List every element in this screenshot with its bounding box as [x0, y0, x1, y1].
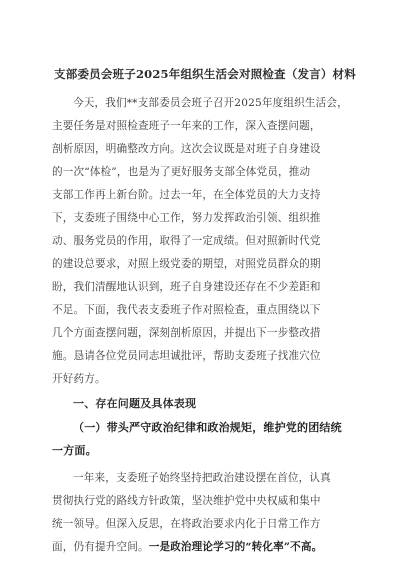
body-line-mixed: [52, 541, 410, 553]
body-line: 今天，我们**支部委员会班子召开2025年度组织生活会，: [73, 97, 348, 109]
body-line: 下，支委班子围绕中心工作，努力发挥政治引领、组织推: [52, 212, 321, 224]
section-heading: 一、存在问题及具体表现: [73, 397, 197, 410]
body-line: 开好药方。: [52, 373, 106, 385]
body-line: 几个方面查摆问题，深刻剖析原因，并提出下一步整改措: [52, 327, 321, 339]
document-title: 支部委员会班子2025年组织生活会对照检查（发言）材料: [54, 67, 356, 81]
subsection-heading: （一）带头严守政治纪律和政治规矩，维护党的团结统: [73, 421, 342, 434]
body-line: 的一次“体检”，也是为了更好服务支部全体党员，推动: [52, 166, 311, 178]
body-line: 支部工作再上新台阶。过去一年，在全体党员的大力支持: [52, 189, 321, 201]
body-line: 施。恳请各位党员同志坦诚批评，帮助支委班子找准穴位: [52, 350, 321, 362]
body-line: 动、服务党员的作用，取得了一定成绩。但对照新时代党: [52, 235, 321, 247]
emphasis-text: 一是政治理论学习的“转化率”不高。: [148, 541, 323, 553]
body-line: 剖析原因，明确整改方向。这次会议既是对班子自身建设: [52, 143, 321, 155]
body-line: 不足。下面，我代表支委班子作对照检查，重点围绕以下: [52, 304, 321, 316]
body-line: 主要任务是对照检查班子一年来的工作，深入查摆问题，: [52, 120, 321, 132]
body-line: 的建设总要求，对照上级党委的期望，对照党员群众的期: [52, 258, 321, 270]
body-line: 贯彻执行党的路线方针政策，坚决维护党中央权威和集中: [52, 495, 321, 507]
body-text: 面，仍有提升空间。: [52, 541, 149, 553]
body-line: 盼，我们清醒地认识到，班子自身建设还存在不少差距和: [52, 281, 321, 293]
body-line: 一年来，支委班子始终坚持把政治建设摆在首位，认真: [73, 472, 331, 484]
body-line: 统一领导。但深入反思，在将政治要求内化于日常工作方: [52, 518, 321, 530]
subsection-heading-continued: 一方面。: [52, 444, 97, 457]
